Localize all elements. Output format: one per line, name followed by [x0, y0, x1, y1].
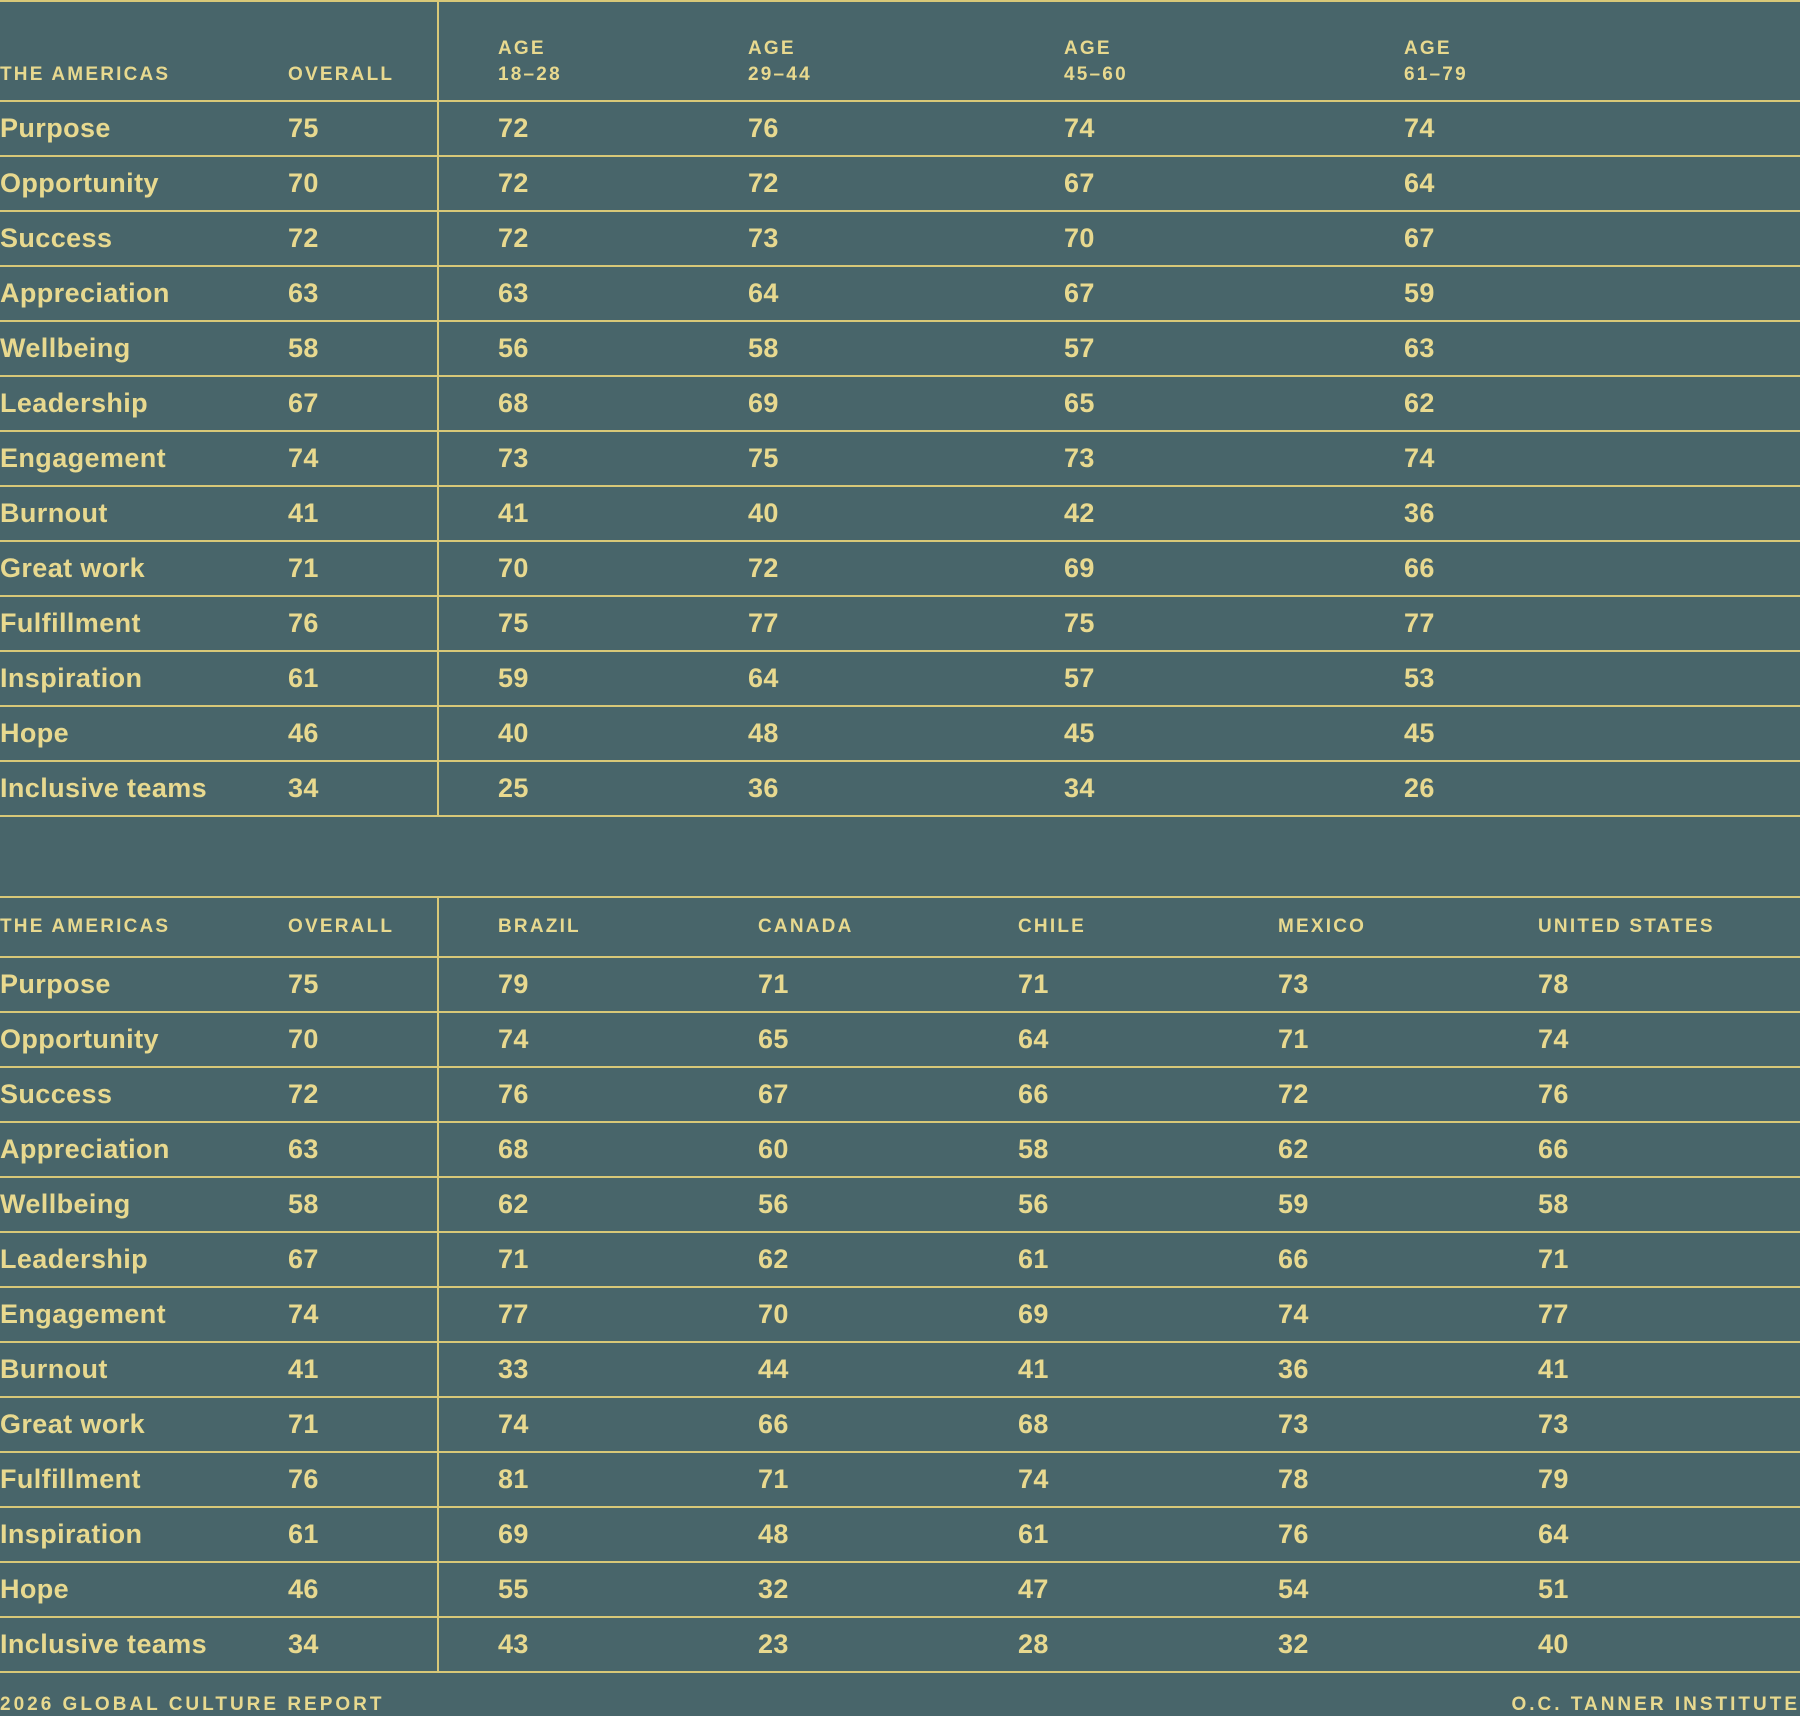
- value-cell: 74: [498, 1012, 758, 1067]
- overall-header: OVERALL: [288, 897, 438, 957]
- value-cell: 40: [1538, 1617, 1800, 1672]
- overall-value: 58: [288, 321, 438, 376]
- overall-value: 70: [288, 156, 438, 211]
- value-cell: 42: [1064, 486, 1404, 541]
- value-cell: 77: [1538, 1287, 1800, 1342]
- age-table-header-row: [0, 1, 1800, 101]
- overall-value: 63: [288, 266, 438, 321]
- value-cell: 81: [498, 1452, 758, 1507]
- row-label: Engagement: [0, 1287, 288, 1342]
- spacer-cell: [438, 1287, 498, 1342]
- value-cell: 71: [1018, 957, 1278, 1012]
- table-row: [0, 1287, 1800, 1342]
- value-cell: 78: [1278, 1452, 1538, 1507]
- value-cell: 72: [498, 156, 748, 211]
- table-row: [0, 1232, 1800, 1287]
- overall-value: 75: [288, 957, 438, 1012]
- overall-value: 71: [288, 541, 438, 596]
- row-label: Great work: [0, 1397, 288, 1452]
- table-row: [0, 1617, 1800, 1672]
- value-cell: 74: [498, 1397, 758, 1452]
- value-cell: 72: [1278, 1067, 1538, 1122]
- row-label: Hope: [0, 1562, 288, 1617]
- value-cell: 67: [1064, 156, 1404, 211]
- value-cell: 71: [758, 1452, 1018, 1507]
- table-row: [0, 1122, 1800, 1177]
- table-row: [0, 211, 1800, 266]
- value-cell: 73: [498, 431, 748, 486]
- table-row: [0, 651, 1800, 706]
- value-cell: 23: [758, 1617, 1018, 1672]
- footer-report-title: 2026 GLOBAL CULTURE REPORT: [0, 1694, 385, 1715]
- spacer-cell: [438, 321, 498, 376]
- row-label: Wellbeing: [0, 1177, 288, 1232]
- row-label: Wellbeing: [0, 321, 288, 376]
- value-cell: 62: [1278, 1122, 1538, 1177]
- country-header-united-states: UNITED STATES: [1538, 897, 1800, 957]
- value-cell: 76: [498, 1067, 758, 1122]
- country-table-header-row: [0, 897, 1800, 957]
- value-cell: 71: [758, 957, 1018, 1012]
- row-label: Burnout: [0, 1342, 288, 1397]
- value-cell: 64: [748, 651, 1064, 706]
- value-cell: 64: [1404, 156, 1800, 211]
- spacer-cell: [438, 761, 498, 816]
- row-label: Inclusive teams: [0, 1617, 288, 1672]
- value-cell: 74: [1404, 101, 1800, 156]
- value-cell: 70: [1064, 211, 1404, 266]
- value-cell: 69: [1018, 1287, 1278, 1342]
- table-row: [0, 156, 1800, 211]
- overall-header: OVERALL: [288, 1, 438, 101]
- value-cell: 58: [748, 321, 1064, 376]
- value-cell: 36: [748, 761, 1064, 816]
- table-row: [0, 1562, 1800, 1617]
- value-cell: 55: [498, 1562, 758, 1617]
- age-col-header-3: AGE 45–60: [1064, 1, 1404, 101]
- country-header-canada: CANADA: [758, 897, 1018, 957]
- value-cell: 74: [1018, 1452, 1278, 1507]
- spacer-cell: [438, 431, 498, 486]
- table-row: [0, 596, 1800, 651]
- value-cell: 63: [1404, 321, 1800, 376]
- row-label: Great work: [0, 541, 288, 596]
- row-label: Fulfillment: [0, 596, 288, 651]
- value-cell: 69: [1064, 541, 1404, 596]
- value-cell: 34: [1064, 761, 1404, 816]
- value-cell: 32: [758, 1562, 1018, 1617]
- value-cell: 73: [1278, 1397, 1538, 1452]
- value-cell: 45: [1404, 706, 1800, 761]
- value-cell: 36: [1278, 1342, 1538, 1397]
- table-row: [0, 486, 1800, 541]
- value-cell: 59: [1404, 266, 1800, 321]
- spacer-cell: [438, 1, 498, 101]
- value-cell: 33: [498, 1342, 758, 1397]
- value-cell: 69: [748, 376, 1064, 431]
- value-cell: 70: [498, 541, 748, 596]
- spacer-cell: [438, 101, 498, 156]
- value-cell: 72: [748, 541, 1064, 596]
- overall-value: 76: [288, 596, 438, 651]
- value-cell: 66: [1278, 1232, 1538, 1287]
- spacer-cell: [438, 541, 498, 596]
- spacer-cell: [438, 1067, 498, 1122]
- table-row: [0, 431, 1800, 486]
- value-cell: 57: [1064, 651, 1404, 706]
- value-cell: 41: [1018, 1342, 1278, 1397]
- age-col-header-2: AGE 29–44: [748, 1, 1064, 101]
- overall-value: 67: [288, 376, 438, 431]
- value-cell: 66: [1404, 541, 1800, 596]
- value-cell: 65: [1064, 376, 1404, 431]
- value-cell: 77: [498, 1287, 758, 1342]
- value-cell: 68: [498, 376, 748, 431]
- value-cell: 74: [1064, 101, 1404, 156]
- value-cell: 40: [748, 486, 1064, 541]
- row-label: Inclusive teams: [0, 761, 288, 816]
- value-cell: 62: [498, 1177, 758, 1232]
- value-cell: 59: [498, 651, 748, 706]
- overall-value: 75: [288, 101, 438, 156]
- value-cell: 56: [758, 1177, 1018, 1232]
- value-cell: 64: [748, 266, 1064, 321]
- value-cell: 44: [758, 1342, 1018, 1397]
- value-cell: 79: [1538, 1452, 1800, 1507]
- value-cell: 77: [1404, 596, 1800, 651]
- value-cell: 65: [758, 1012, 1018, 1067]
- value-cell: 28: [1018, 1617, 1278, 1672]
- value-cell: 71: [1538, 1232, 1800, 1287]
- age-table: [0, 0, 1800, 817]
- value-cell: 64: [1538, 1507, 1800, 1562]
- spacer-cell: [438, 1397, 498, 1452]
- value-cell: 48: [748, 706, 1064, 761]
- age-col-header-1: AGE 18–28: [498, 1, 748, 101]
- value-cell: 58: [1018, 1122, 1278, 1177]
- value-cell: 76: [748, 101, 1064, 156]
- overall-value: 71: [288, 1397, 438, 1452]
- table-row: [0, 376, 1800, 431]
- spacer-cell: [438, 211, 498, 266]
- value-cell: 70: [758, 1287, 1018, 1342]
- row-label: Hope: [0, 706, 288, 761]
- row-label: Appreciation: [0, 1122, 288, 1177]
- value-cell: 76: [1278, 1507, 1538, 1562]
- value-cell: 43: [498, 1617, 758, 1672]
- value-cell: 67: [1064, 266, 1404, 321]
- spacer-cell: [438, 486, 498, 541]
- spacer-cell: [438, 1452, 498, 1507]
- value-cell: 61: [1018, 1507, 1278, 1562]
- spacer-cell: [438, 1342, 498, 1397]
- overall-value: 34: [288, 1617, 438, 1672]
- value-cell: 75: [1064, 596, 1404, 651]
- table-row: [0, 1342, 1800, 1397]
- value-cell: 66: [1538, 1122, 1800, 1177]
- value-cell: 40: [498, 706, 748, 761]
- value-cell: 77: [748, 596, 1064, 651]
- overall-value: 61: [288, 651, 438, 706]
- spacer-cell: [438, 1232, 498, 1287]
- value-cell: 73: [1064, 431, 1404, 486]
- overall-value: 72: [288, 211, 438, 266]
- value-cell: 74: [1538, 1012, 1800, 1067]
- table-row: [0, 321, 1800, 376]
- table-row: [0, 1507, 1800, 1562]
- value-cell: 67: [758, 1067, 1018, 1122]
- overall-value: 74: [288, 431, 438, 486]
- value-cell: 26: [1404, 761, 1800, 816]
- overall-value: 41: [288, 1342, 438, 1397]
- overall-value: 46: [288, 706, 438, 761]
- table-row: [0, 1452, 1800, 1507]
- table-row: [0, 706, 1800, 761]
- spacer-cell: [438, 651, 498, 706]
- value-cell: 73: [1538, 1397, 1800, 1452]
- region-header: THE AMERICAS: [0, 1, 288, 101]
- row-label: Inspiration: [0, 651, 288, 706]
- value-cell: 76: [1538, 1067, 1800, 1122]
- value-cell: 54: [1278, 1562, 1538, 1617]
- value-cell: 41: [1538, 1342, 1800, 1397]
- value-cell: 45: [1064, 706, 1404, 761]
- age-col-header-4: AGE 61–79: [1404, 1, 1800, 101]
- table-row: [0, 1012, 1800, 1067]
- value-cell: 71: [498, 1232, 758, 1287]
- row-label: Opportunity: [0, 156, 288, 211]
- value-cell: 51: [1538, 1562, 1800, 1617]
- value-cell: 79: [498, 957, 758, 1012]
- spacer-cell: [438, 1122, 498, 1177]
- overall-value: 63: [288, 1122, 438, 1177]
- spacer-cell: [438, 1507, 498, 1562]
- overall-value: 46: [288, 1562, 438, 1617]
- row-label: Success: [0, 1067, 288, 1122]
- row-label: Purpose: [0, 101, 288, 156]
- row-label: Inspiration: [0, 1507, 288, 1562]
- value-cell: 59: [1278, 1177, 1538, 1232]
- country-table: [0, 896, 1800, 1673]
- value-cell: 57: [1064, 321, 1404, 376]
- row-label: Fulfillment: [0, 1452, 288, 1507]
- spacer-cell: [438, 266, 498, 321]
- value-cell: 69: [498, 1507, 758, 1562]
- table-row: [0, 1177, 1800, 1232]
- value-cell: 63: [498, 266, 748, 321]
- value-cell: 72: [498, 101, 748, 156]
- value-cell: 68: [498, 1122, 758, 1177]
- overall-value: 34: [288, 761, 438, 816]
- spacer-cell: [438, 897, 498, 957]
- value-cell: 64: [1018, 1012, 1278, 1067]
- value-cell: 72: [498, 211, 748, 266]
- overall-value: 61: [288, 1507, 438, 1562]
- row-label: Opportunity: [0, 1012, 288, 1067]
- row-label: Leadership: [0, 1232, 288, 1287]
- value-cell: 66: [758, 1397, 1018, 1452]
- table-row: [0, 761, 1800, 816]
- region-header: THE AMERICAS: [0, 897, 288, 957]
- value-cell: 62: [758, 1232, 1018, 1287]
- spacer-cell: [438, 1562, 498, 1617]
- value-cell: 58: [1538, 1177, 1800, 1232]
- value-cell: 75: [498, 596, 748, 651]
- value-cell: 75: [748, 431, 1064, 486]
- value-cell: 32: [1278, 1617, 1538, 1672]
- spacer-cell: [438, 376, 498, 431]
- footer-publisher: O.C. TANNER INSTITUTE: [1511, 1694, 1800, 1715]
- spacer-cell: [438, 706, 498, 761]
- table-row: [0, 1067, 1800, 1122]
- country-header-chile: CHILE: [1018, 897, 1278, 957]
- overall-value: 72: [288, 1067, 438, 1122]
- table-row: [0, 266, 1800, 321]
- overall-value: 58: [288, 1177, 438, 1232]
- spacer-cell: [438, 596, 498, 651]
- row-label: Success: [0, 211, 288, 266]
- spacer-cell: [438, 1617, 498, 1672]
- table-row: [0, 1397, 1800, 1452]
- value-cell: 48: [758, 1507, 1018, 1562]
- table-row: [0, 541, 1800, 596]
- value-cell: 60: [758, 1122, 1018, 1177]
- overall-value: 41: [288, 486, 438, 541]
- value-cell: 56: [498, 321, 748, 376]
- overall-value: 74: [288, 1287, 438, 1342]
- spacer-cell: [438, 156, 498, 211]
- country-header-mexico: MEXICO: [1278, 897, 1538, 957]
- row-label: Appreciation: [0, 266, 288, 321]
- value-cell: 67: [1404, 211, 1800, 266]
- row-label: Purpose: [0, 957, 288, 1012]
- value-cell: 73: [1278, 957, 1538, 1012]
- value-cell: 41: [498, 486, 748, 541]
- row-label: Burnout: [0, 486, 288, 541]
- value-cell: 71: [1278, 1012, 1538, 1067]
- spacer-cell: [438, 1177, 498, 1232]
- row-label: Leadership: [0, 376, 288, 431]
- table-row: [0, 101, 1800, 156]
- table-row: [0, 957, 1800, 1012]
- value-cell: 62: [1404, 376, 1800, 431]
- value-cell: 47: [1018, 1562, 1278, 1617]
- value-cell: 36: [1404, 486, 1800, 541]
- value-cell: 72: [748, 156, 1064, 211]
- spacer-cell: [438, 1012, 498, 1067]
- row-label: Engagement: [0, 431, 288, 486]
- overall-value: 76: [288, 1452, 438, 1507]
- value-cell: 73: [748, 211, 1064, 266]
- value-cell: 66: [1018, 1067, 1278, 1122]
- value-cell: 56: [1018, 1177, 1278, 1232]
- value-cell: 74: [1278, 1287, 1538, 1342]
- value-cell: 25: [498, 761, 748, 816]
- value-cell: 61: [1018, 1232, 1278, 1287]
- value-cell: 78: [1538, 957, 1800, 1012]
- value-cell: 68: [1018, 1397, 1278, 1452]
- overall-value: 70: [288, 1012, 438, 1067]
- value-cell: 74: [1404, 431, 1800, 486]
- spacer-cell: [438, 957, 498, 1012]
- value-cell: 53: [1404, 651, 1800, 706]
- country-header-brazil: BRAZIL: [498, 897, 758, 957]
- overall-value: 67: [288, 1232, 438, 1287]
